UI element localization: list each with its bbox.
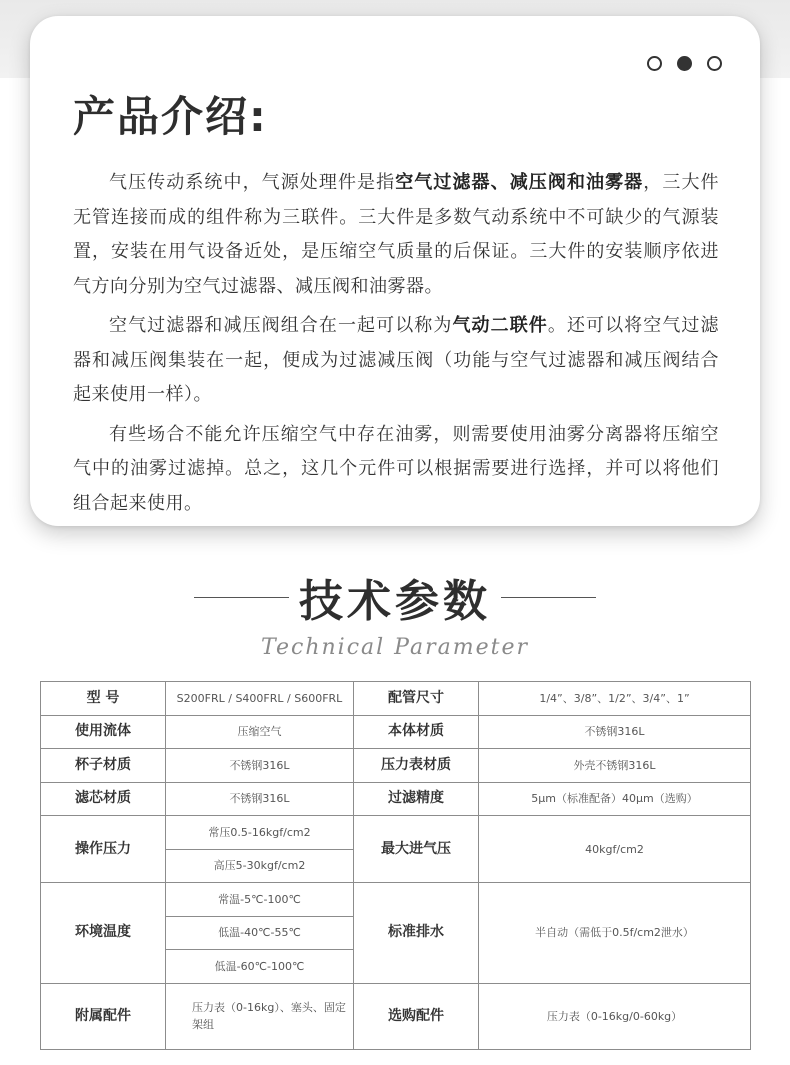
param-label: 选购配件 (354, 983, 479, 1049)
param-value: 常压0.5-16kgf/cm2 (166, 816, 354, 850)
emphasis-text: 气动二联件 (452, 315, 548, 336)
param-value: 半自动（需低于0.5f/cm2泄水） (479, 883, 751, 984)
param-label: 过滤精度 (354, 782, 479, 816)
carousel-dot[interactable] (707, 56, 722, 71)
param-label: 压力表材质 (354, 749, 479, 783)
tech-subtitle: Technical Parameter (261, 635, 529, 660)
param-value: 不锈钢316L (166, 782, 354, 816)
carousel-dot[interactable] (647, 56, 662, 71)
intro-title: 产品介绍: (73, 92, 268, 141)
tech-heading (0, 565, 790, 660)
param-value: 压力表（0-16kg/0-60kg） (479, 983, 751, 1049)
param-label: 使用流体 (41, 715, 166, 749)
table-row (41, 749, 751, 783)
carousel-dot[interactable] (677, 56, 692, 71)
intro-body (73, 166, 719, 526)
param-value: 压缩空气 (166, 715, 354, 749)
param-value: 外壳不锈钢316L (479, 749, 751, 783)
paragraph-text: 。还可以将空气过滤器和减压阀集装在一起，便成为过滤减压阀（功能与空气过滤器和减压阀结合起来使用一样）。 (73, 315, 720, 405)
table-row (41, 883, 751, 917)
param-value: S200FRL / S400FRL / S600FRL (166, 682, 354, 716)
intro-paragraph (73, 418, 719, 522)
paragraph-text: 空气过滤器和减压阀组合在一起可以称为 (109, 315, 453, 336)
tech-title: 技术参数 (299, 576, 491, 627)
carousel-indicator (647, 56, 722, 71)
param-value: 1/4”、3/8”、1/2”、3/4”、1” (479, 682, 751, 716)
table-row (41, 983, 751, 1049)
title-rule-right (501, 597, 596, 598)
emphasis-text: 空气过滤器、减压阀和油雾器 (395, 172, 644, 193)
title-rule-left (194, 597, 289, 598)
table-row (41, 782, 751, 816)
param-label: 配管尺寸 (354, 682, 479, 716)
paragraph-text: 有些场合不能允许压缩空气中存在油雾，则需要使用油雾分离器将压缩空气中的油雾过滤掉。总之，这几个元件可以根据需要进行选择，并可以将他们组合起来使用。 (73, 423, 719, 514)
param-label: 标准排水 (354, 883, 479, 984)
param-label: 滤芯材质 (41, 782, 166, 816)
param-label: 操作压力 (41, 816, 166, 883)
param-label: 型 号 (41, 682, 166, 716)
param-value: 压力表（0-16kg）、塞头、固定架组 (166, 983, 354, 1049)
paragraph-text: ，三大件无管连接而成的组件称为三联件。三大件是多数气动系统中不可缺少的气源装置，安装在用气设备近处，是压缩空气质量的后保证。三大件的安装顺序依进气方向分别为空气过滤器、减压阀和油雾器。 (73, 172, 720, 297)
tech-title-row (0, 565, 790, 629)
param-value: 常温-5℃-100℃ (166, 883, 354, 917)
param-label: 附属配件 (41, 983, 166, 1049)
param-label: 环境温度 (41, 883, 166, 984)
intro-paragraph (73, 309, 719, 413)
spec-table (40, 681, 751, 1050)
table-row (41, 682, 751, 716)
product-intro-card (30, 16, 760, 526)
param-value: 40kgf/cm2 (479, 816, 751, 883)
param-value: 低温-40℃-55℃ (166, 916, 354, 950)
paragraph-text: 气压传动系统中，气源处理件是指 (109, 172, 396, 193)
param-value: 高压5-30kgf/cm2 (166, 849, 354, 883)
param-label: 本体材质 (354, 715, 479, 749)
param-value: 不锈钢316L (479, 715, 751, 749)
param-value: 低温-60℃-100℃ (166, 950, 354, 984)
param-label: 杯子材质 (41, 749, 166, 783)
param-value: 5μm（标准配备）40μm（选购） (479, 782, 751, 816)
table-row (41, 715, 751, 749)
param-value: 不锈钢316L (166, 749, 354, 783)
table-row (41, 816, 751, 850)
param-label: 最大进气压 (354, 816, 479, 883)
intro-paragraph (73, 166, 719, 304)
